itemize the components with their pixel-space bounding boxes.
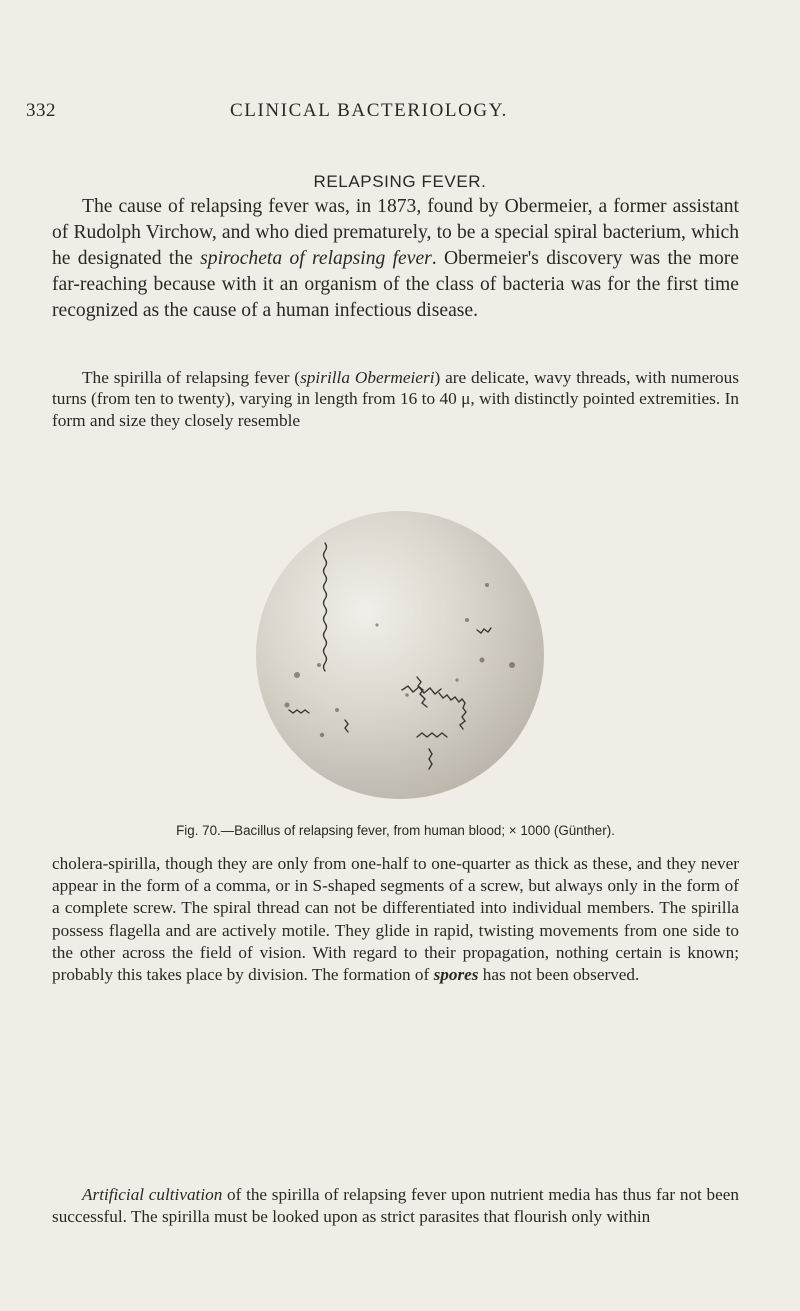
paragraph-1-italic: spirocheta of relapsing fever bbox=[200, 248, 432, 270]
paragraph-4-italic: Artificial cultivation bbox=[82, 1185, 223, 1204]
paragraph-4-text-a: of the spirilla of relapsing fever upon nutrient media has thus far not been successful. The spirilla must be looked upon as strict parasites that flourish only within bbox=[52, 1185, 739, 1227]
paragraph-1-text-b: . Obermeier's discovery was the more far-reaching because with it an organism of the class of bacteria was for the first time recognized as the cause of a human infectious disease. bbox=[52, 248, 739, 322]
page-number: 332 bbox=[26, 100, 56, 121]
paragraph-3-text-b: has not been observed. bbox=[478, 965, 640, 985]
paragraph-2-text-b: ) are delicate, wavy threads, with numerous turns (from ten to twenty), varying in length from 16 to 40 μ, with distinctly pointed extremities. In form and size they closely resemble bbox=[52, 368, 739, 430]
paragraph-2 bbox=[52, 367, 739, 431]
paragraph-3-text-a: cholera-spirilla, though they are only from one-half to one-quarter as thick as these, and they never appear in the form of a comma, or in S-shaped segments of a screw, but always only in the form of a complete screw. The spiral thread can not be differentiated into individual members. The spirilla possess flagella and are actively motile. They glide in rapid, twisting movements from one side to the other across the field of vision. With regard to their propagation, nothing certain is known; probably this takes place by division. The formation of bbox=[52, 854, 739, 985]
paragraph-3-italic: spores bbox=[433, 965, 479, 985]
figure-micrograph bbox=[227, 505, 573, 805]
running-title: CLINICAL BACTERIOLOGY. bbox=[230, 100, 508, 121]
paragraph-2-text-a: The spirilla of relapsing fever ( bbox=[82, 368, 301, 387]
paragraph-1 bbox=[52, 194, 739, 324]
paragraph-2-italic: spirilla Obermeieri bbox=[300, 368, 435, 387]
figure-caption: Fig. 70.—Bacillus of relapsing fever, from human blood; × 1000 (Günther). bbox=[176, 823, 615, 838]
micrograph-circle-icon bbox=[227, 505, 573, 805]
section-title: RELAPSING FEVER. bbox=[313, 172, 487, 191]
paragraph-1-text-a: The cause of relapsing fever was, in 1873, found by Obermeier, a former assistant of Rudolph Virchow, and who died prematurely, to be a special spiral bacterium, which he designated the bbox=[52, 196, 739, 270]
paragraph-4 bbox=[52, 1184, 739, 1228]
microscope-field bbox=[256, 511, 544, 799]
paragraph-3 bbox=[52, 853, 739, 986]
